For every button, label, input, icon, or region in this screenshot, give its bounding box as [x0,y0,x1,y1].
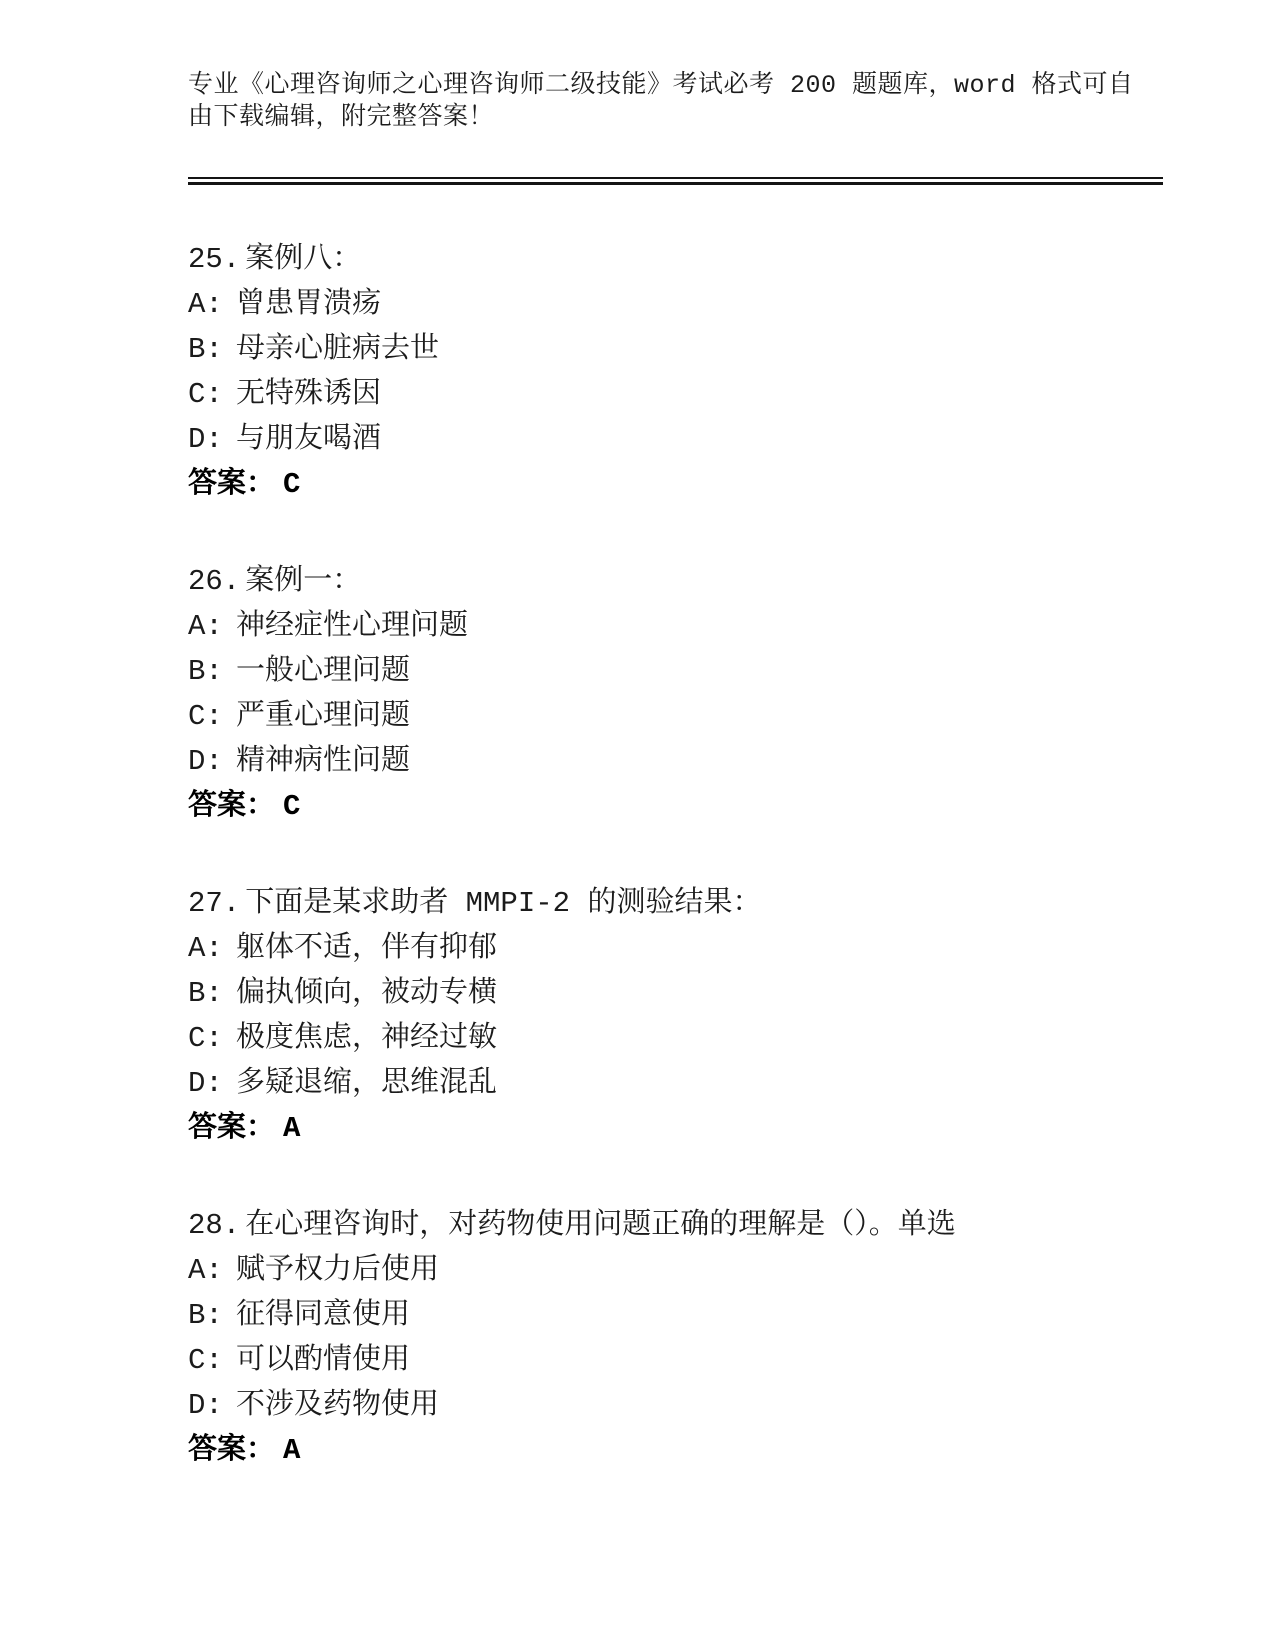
answer-label: 答案： [188,1434,276,1467]
option-label: B: [188,1299,223,1332]
option-d [188,1061,1163,1106]
option-text: 偏执倾向，被动专横 [236,977,498,1010]
option-label: B: [188,655,223,688]
answer-line [188,462,1163,507]
question-stem [188,1203,1163,1248]
option-text: 母亲心脏病去世 [236,333,440,366]
answer-line [188,784,1163,829]
option-label: A: [188,932,223,965]
option-text: 神经症性心理问题 [236,610,469,643]
option-text: 曾患胃溃疡 [236,288,382,321]
option-text: 不涉及药物使用 [236,1389,440,1422]
option-label: C: [188,1022,223,1055]
header-line-1: 专业《心理咨询师之心理咨询师二级技能》考试必考 200 题题库，word 格式可自 [188,71,1134,100]
document-header [188,70,1163,134]
option-text: 多疑退缩，思维混乱 [236,1067,498,1100]
answer-value: C [283,790,301,823]
answer-label: 答案： [188,468,276,501]
option-text: 与朋友喝酒 [236,423,382,456]
question-stem [188,237,1163,282]
header-line-2: 由下载编辑，附完整答案！ [188,103,495,132]
option-text: 征得同意使用 [236,1299,411,1332]
option-label: B: [188,977,223,1010]
header-divider [188,177,1163,185]
option-b [188,649,1163,694]
question-block-26 [188,559,1163,829]
option-text: 一般心理问题 [236,655,411,688]
question-block-27 [188,881,1163,1151]
answer-label: 答案： [188,790,276,823]
option-label: D: [188,745,223,778]
option-label: C: [188,378,223,411]
option-label: A: [188,610,223,643]
option-label: B: [188,333,223,366]
option-a [188,282,1163,327]
option-label: A: [188,288,223,321]
option-text: 可以酌情使用 [236,1344,411,1377]
option-text: 极度焦虑，神经过敏 [236,1022,498,1055]
option-text: 严重心理问题 [236,700,411,733]
option-b [188,327,1163,372]
option-c [188,1338,1163,1383]
option-label: D: [188,1389,223,1422]
option-d [188,739,1163,784]
option-c [188,694,1163,739]
question-number: 27. [188,887,241,920]
option-c [188,1016,1163,1061]
question-block-25 [188,237,1163,507]
question-list [188,237,1163,1473]
answer-line [188,1106,1163,1151]
option-label: C: [188,700,223,733]
question-stem-text: 案例一： [245,565,362,598]
question-stem-text: 案例八： [245,243,362,276]
option-label: A: [188,1254,223,1287]
question-stem [188,559,1163,604]
answer-value: A [283,1434,301,1467]
question-number: 28. [188,1209,241,1242]
question-stem-text: 下面是某求助者 MMPI-2 的测验结果： [245,887,762,920]
option-d [188,1383,1163,1428]
option-text: 无特殊诱因 [236,378,382,411]
answer-value: C [283,468,301,501]
option-b [188,971,1163,1016]
question-number: 26. [188,565,241,598]
option-c [188,372,1163,417]
answer-label: 答案： [188,1112,276,1145]
option-text: 赋予权力后使用 [236,1254,440,1287]
option-d [188,417,1163,462]
answer-value: A [283,1112,301,1145]
option-label: D: [188,423,223,456]
question-stem [188,881,1163,926]
option-text: 躯体不适，伴有抑郁 [236,932,498,965]
option-label: C: [188,1344,223,1377]
option-a [188,604,1163,649]
option-a [188,1248,1163,1293]
question-stem-text: 在心理咨询时，对药物使用问题正确的理解是（）。单选 [245,1209,956,1242]
option-text: 精神病性问题 [236,745,411,778]
question-block-28 [188,1203,1163,1473]
answer-line [188,1428,1163,1473]
option-b [188,1293,1163,1338]
question-number: 25. [188,243,241,276]
option-label: D: [188,1067,223,1100]
option-a [188,926,1163,971]
